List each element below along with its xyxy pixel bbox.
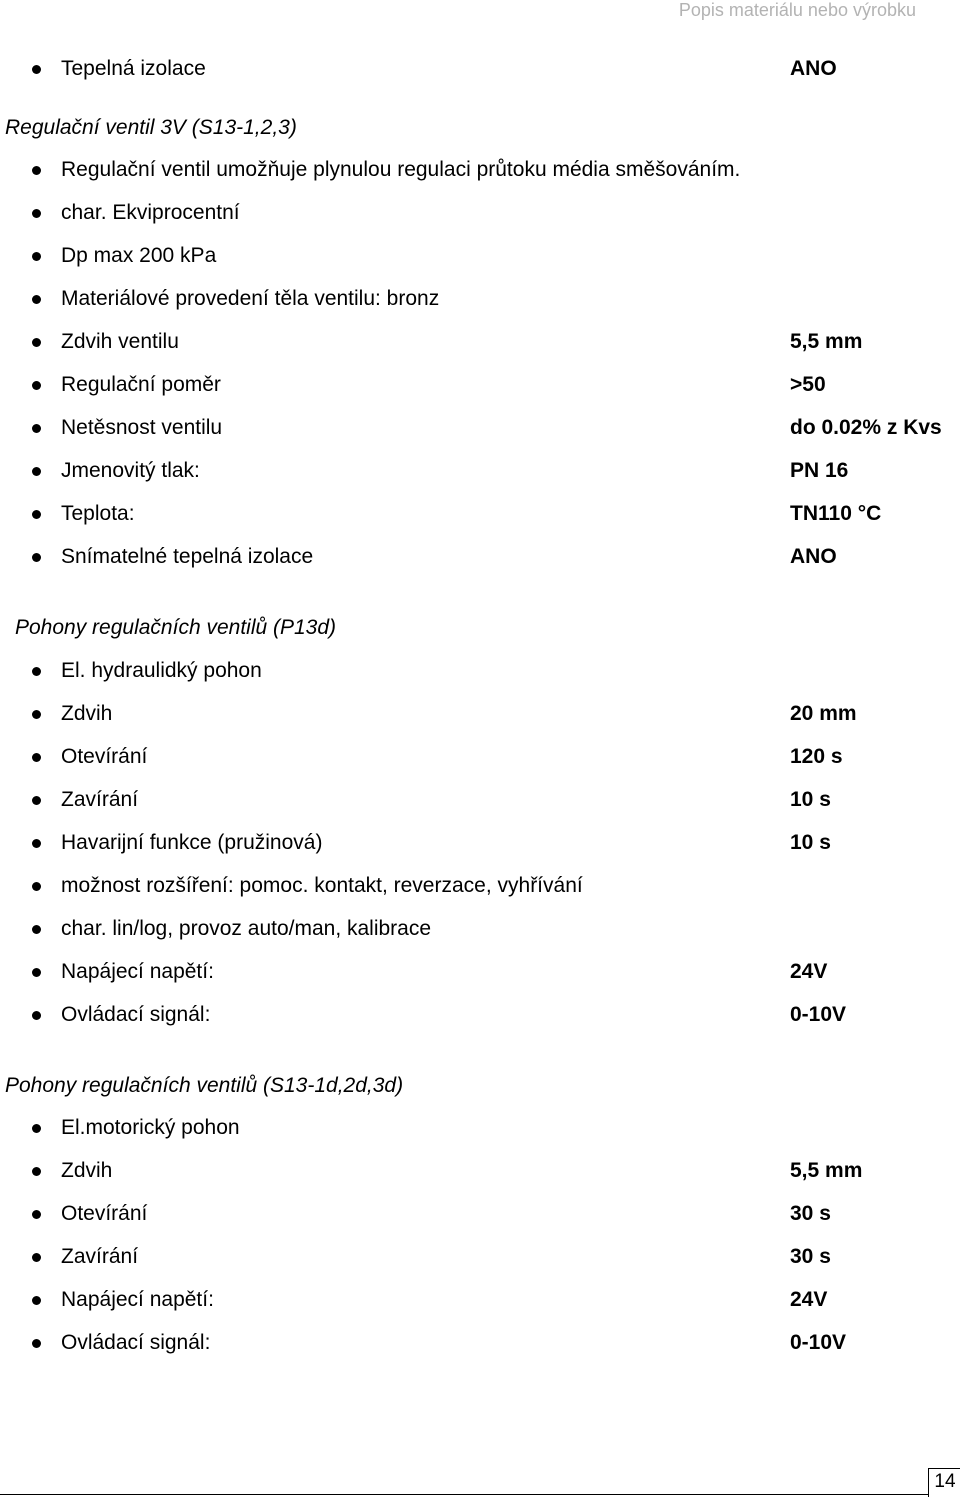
list-item (0, 656, 960, 686)
bullet-icon (32, 510, 41, 519)
item-value: 5,5 mm (790, 330, 863, 353)
section-title-regulacni-ventil: Regulační ventil 3V (S13-1,2,3) (5, 116, 297, 139)
page-number: 14 (928, 1468, 960, 1497)
list-item (0, 542, 960, 572)
item-label: Napájecí napětí: (61, 960, 214, 983)
item-label: Otevírání (61, 745, 148, 768)
item-label: Zdvih (61, 1159, 113, 1182)
item-label: char. lin/log, provoz auto/man, kalibrace (61, 917, 432, 940)
bullet-icon (32, 1339, 41, 1348)
list-item (0, 957, 960, 987)
bullet-icon (32, 753, 41, 762)
item-value: 0-10V (790, 1003, 847, 1026)
list-item (0, 1199, 960, 1229)
bullet-icon (32, 968, 41, 977)
item-value: 120 s (790, 745, 843, 768)
item-label: Snímatelné tepelná izolace (61, 545, 314, 568)
item-label: char. Ekviprocentní (61, 201, 240, 224)
item-value: 30 s (790, 1245, 831, 1268)
list-item (0, 241, 960, 271)
item-label: Regulační ventil umožňuje plynulou regulaci průtoku média směšováním. (61, 158, 741, 181)
item-value: 20 mm (790, 702, 857, 725)
item-value: do 0.02% z Kvs (790, 416, 942, 439)
item-label: Napájecí napětí: (61, 1288, 214, 1311)
item-label: Netěsnost ventilu (61, 416, 223, 439)
list-item (0, 914, 960, 944)
page-header-title: Popis materiálu nebo výrobku (678, 0, 916, 20)
item-label: Materiálové provedení těla ventilu: bronz (61, 287, 440, 310)
item-value: ANO (790, 545, 837, 568)
list-item (0, 413, 960, 443)
list-item (0, 456, 960, 486)
section-title-pohony-p13d: Pohony regulačních ventilů (P13d) (15, 616, 337, 639)
item-label: Havarijní funkce (pružinová) (61, 831, 323, 854)
bullet-icon (32, 839, 41, 848)
list-item (0, 284, 960, 314)
bullet-icon (32, 1253, 41, 1262)
list-item (0, 1328, 960, 1358)
list-item (0, 198, 960, 228)
item-value: 0-10V (790, 1331, 847, 1354)
item-label: Dp max 200 kPa (61, 244, 217, 267)
item-label: Otevírání (61, 1202, 148, 1225)
item-label: El.motorický pohon (61, 1116, 240, 1139)
list-item (0, 1113, 960, 1143)
bullet-icon (32, 252, 41, 261)
item-value: 5,5 mm (790, 1159, 863, 1182)
bullet-icon (32, 338, 41, 347)
item-value: 10 s (790, 788, 831, 811)
bullet-icon (32, 1124, 41, 1133)
item-label: Zdvih ventilu (61, 330, 179, 353)
bullet-icon (32, 381, 41, 390)
bullet-icon (32, 209, 41, 218)
bullet-icon (32, 295, 41, 304)
item-label: Regulační poměr (61, 373, 221, 396)
footer-divider (0, 1494, 928, 1495)
bullet-icon (32, 1296, 41, 1305)
item-label: El. hydraulidký pohon (61, 659, 262, 682)
item-label: Zavírání (61, 788, 139, 811)
bullet-icon (32, 467, 41, 476)
list-item (0, 370, 960, 400)
item-value: 24V (790, 960, 828, 983)
bullet-icon (32, 925, 41, 934)
item-label: možnost rozšíření: pomoc. kontakt, reverzace, vyhřívání (61, 874, 583, 897)
item-value: 24V (790, 1288, 828, 1311)
bullet-icon (32, 65, 41, 74)
item-value: ANO (790, 57, 837, 80)
bullet-icon (32, 667, 41, 676)
item-value: 10 s (790, 831, 831, 854)
item-value: TN110 °C (790, 502, 882, 525)
bullet-icon (32, 1167, 41, 1176)
item-value: >50 (790, 373, 826, 396)
list-item (0, 1285, 960, 1315)
list-item (0, 785, 960, 815)
item-label: Ovládací signál: (61, 1003, 211, 1026)
item-value: 30 s (790, 1202, 831, 1225)
list-item (0, 699, 960, 729)
item-label: Teplota: (61, 502, 135, 525)
list-item (0, 1156, 960, 1186)
item-label: Tepelná izolace (61, 57, 206, 80)
list-item (0, 1242, 960, 1272)
list-item (0, 871, 960, 901)
bullet-icon (32, 1011, 41, 1020)
item-label: Zavírání (61, 1245, 139, 1268)
list-item (0, 155, 960, 185)
bullet-icon (32, 710, 41, 719)
item-label: Jmenovitý tlak: (61, 459, 200, 482)
list-item-tepelna-izolace (0, 54, 960, 84)
list-item (0, 742, 960, 772)
list-item (0, 327, 960, 357)
bullet-icon (32, 553, 41, 562)
bullet-icon (32, 1210, 41, 1219)
bullet-icon (32, 796, 41, 805)
list-item (0, 828, 960, 858)
item-value: PN 16 (790, 459, 849, 482)
bullet-icon (32, 424, 41, 433)
bullet-icon (32, 882, 41, 891)
list-item (0, 499, 960, 529)
list-item (0, 1000, 960, 1030)
item-label: Zdvih (61, 702, 113, 725)
bullet-icon (32, 166, 41, 175)
section-title-pohony-s13: Pohony regulačních ventilů (S13-1d,2d,3d) (5, 1074, 404, 1097)
item-label: Ovládací signál: (61, 1331, 211, 1354)
